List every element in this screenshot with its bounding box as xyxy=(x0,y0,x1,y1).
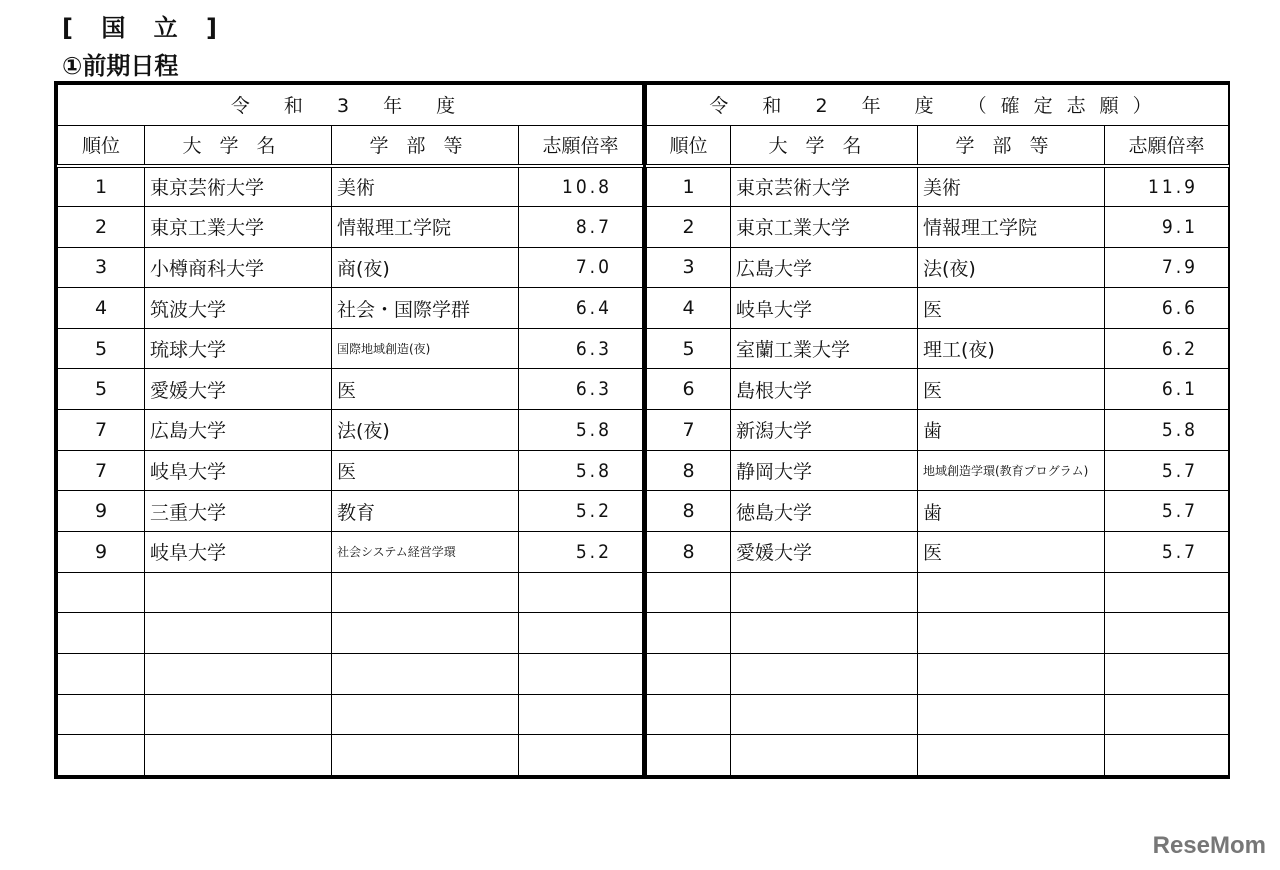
header-row xyxy=(58,125,643,166)
rank-cell: 9 xyxy=(58,491,145,532)
table-row xyxy=(647,206,1229,247)
rank-cell: 1 xyxy=(58,166,145,207)
faculty-cell: 医 xyxy=(918,288,1105,329)
university-cell: 岐阜大学 xyxy=(731,288,918,329)
rank-cell: 8 xyxy=(647,532,731,573)
empty-cell xyxy=(647,613,731,654)
rank-cell: 5 xyxy=(58,328,145,369)
faculty-cell: 理工(夜) xyxy=(918,328,1105,369)
empty-cell xyxy=(332,735,519,776)
empty-cell xyxy=(519,653,643,694)
ratio-cell: 5.7 xyxy=(1105,450,1229,491)
empty-cell xyxy=(1105,572,1229,613)
ratio-cell: 10.8 xyxy=(519,166,643,207)
university-header: 大学名 xyxy=(731,125,918,166)
empty-cell xyxy=(58,694,145,735)
university-cell: 琉球大学 xyxy=(145,328,332,369)
caption-row xyxy=(647,85,1229,126)
table-row xyxy=(58,247,643,288)
empty-cell xyxy=(58,613,145,654)
empty-cell xyxy=(58,653,145,694)
faculty-header: 学部等 xyxy=(332,125,519,166)
university-cell: 小樽商科大学 xyxy=(145,247,332,288)
rank-cell: 4 xyxy=(647,288,731,329)
faculty-cell: 商(夜) xyxy=(332,247,519,288)
table-row xyxy=(58,288,643,329)
table-row xyxy=(647,288,1229,329)
table-row xyxy=(58,491,643,532)
faculty-cell: 医 xyxy=(918,369,1105,410)
rank-header: 順位 xyxy=(58,125,145,166)
section-title: [ 国 立 ] xyxy=(62,14,228,42)
subtitle: ①前期日程 xyxy=(62,52,179,80)
rank-cell: 9 xyxy=(58,532,145,573)
table-row xyxy=(58,450,643,491)
faculty-cell: 美術 xyxy=(332,166,519,207)
faculty-cell: 美術 xyxy=(918,166,1105,207)
empty-cell xyxy=(918,694,1105,735)
ratio-cell: 6.6 xyxy=(1105,288,1229,329)
faculty-cell: 医 xyxy=(332,369,519,410)
empty-cell xyxy=(918,613,1105,654)
empty-cell xyxy=(647,653,731,694)
empty-cell xyxy=(145,613,332,654)
rank-cell: 7 xyxy=(58,410,145,451)
university-header: 大学名 xyxy=(145,125,332,166)
faculty-cell: 教育 xyxy=(332,491,519,532)
university-cell: 静岡大学 xyxy=(731,450,918,491)
ratio-header: 志願倍率 xyxy=(519,125,643,166)
empty-cell xyxy=(731,735,918,776)
ratio-cell: 5.8 xyxy=(519,410,643,451)
university-cell: 愛媛大学 xyxy=(145,369,332,410)
university-cell: 三重大学 xyxy=(145,491,332,532)
university-cell: 愛媛大学 xyxy=(731,532,918,573)
empty-row xyxy=(58,694,643,735)
rank-cell: 7 xyxy=(58,450,145,491)
faculty-cell: 社会システム経営学環 xyxy=(332,532,519,573)
university-cell: 東京芸術大学 xyxy=(145,166,332,207)
faculty-cell: 地域創造学環(教育プログラム) xyxy=(918,450,1105,491)
faculty-cell: 医 xyxy=(332,450,519,491)
faculty-cell: 法(夜) xyxy=(332,410,519,451)
empty-cell xyxy=(731,613,918,654)
empty-cell xyxy=(519,572,643,613)
empty-row xyxy=(58,735,643,776)
empty-cell xyxy=(647,735,731,776)
empty-row xyxy=(58,572,643,613)
ratio-cell: 7.0 xyxy=(519,247,643,288)
empty-cell xyxy=(58,735,145,776)
header-row xyxy=(647,125,1229,166)
year-caption: 令 和 3 年 度 xyxy=(58,85,643,126)
ratio-cell: 9.1 xyxy=(1105,206,1229,247)
university-cell: 岐阜大学 xyxy=(145,532,332,573)
rank-cell: 5 xyxy=(58,369,145,410)
empty-cell xyxy=(332,653,519,694)
ratio-cell: 5.8 xyxy=(1105,410,1229,451)
rank-cell: 3 xyxy=(647,247,731,288)
resemom-logo: ReseMom xyxy=(1152,832,1266,859)
university-cell: 東京工業大学 xyxy=(731,206,918,247)
table-row xyxy=(647,491,1229,532)
faculty-cell: 法(夜) xyxy=(918,247,1105,288)
table-row xyxy=(58,369,643,410)
ratio-cell: 6.4 xyxy=(519,288,643,329)
empty-row xyxy=(647,694,1229,735)
table-row xyxy=(647,369,1229,410)
empty-cell xyxy=(145,653,332,694)
empty-cell xyxy=(332,694,519,735)
rank-header: 順位 xyxy=(647,125,731,166)
ratio-cell: 6.1 xyxy=(1105,369,1229,410)
university-cell: 東京芸術大学 xyxy=(731,166,918,207)
rank-cell: 3 xyxy=(58,247,145,288)
rank-cell: 8 xyxy=(647,491,731,532)
faculty-cell: 医 xyxy=(918,532,1105,573)
table-row xyxy=(58,410,643,451)
table-row xyxy=(58,328,643,369)
ratio-cell: 6.3 xyxy=(519,369,643,410)
rank-cell: 6 xyxy=(647,369,731,410)
rank-cell: 5 xyxy=(647,328,731,369)
faculty-cell: 社会・国際学群 xyxy=(332,288,519,329)
university-cell: 室蘭工業大学 xyxy=(731,328,918,369)
empty-cell xyxy=(647,694,731,735)
rank-cell: 2 xyxy=(58,206,145,247)
faculty-header: 学部等 xyxy=(918,125,1105,166)
university-cell: 東京工業大学 xyxy=(145,206,332,247)
empty-cell xyxy=(731,572,918,613)
university-cell: 広島大学 xyxy=(731,247,918,288)
university-cell: 筑波大学 xyxy=(145,288,332,329)
table-row xyxy=(58,166,643,207)
empty-cell xyxy=(647,572,731,613)
ratio-cell: 7.9 xyxy=(1105,247,1229,288)
university-cell: 島根大学 xyxy=(731,369,918,410)
rank-cell: 8 xyxy=(647,450,731,491)
ratio-cell: 8.7 xyxy=(519,206,643,247)
faculty-cell: 情報理工学院 xyxy=(332,206,519,247)
empty-cell xyxy=(332,613,519,654)
ratio-cell: 5.8 xyxy=(519,450,643,491)
table-reiwa3 xyxy=(57,84,643,776)
empty-cell xyxy=(731,694,918,735)
empty-cell xyxy=(1105,613,1229,654)
ranking-table-frame xyxy=(54,81,1230,779)
empty-row xyxy=(647,735,1229,776)
ratio-cell: 11.9 xyxy=(1105,166,1229,207)
caption-row xyxy=(58,85,643,126)
empty-row xyxy=(647,572,1229,613)
faculty-cell: 国際地域創造(夜) xyxy=(332,328,519,369)
empty-cell xyxy=(1105,735,1229,776)
empty-row xyxy=(58,653,643,694)
ratio-cell: 6.2 xyxy=(1105,328,1229,369)
empty-row xyxy=(58,613,643,654)
empty-cell xyxy=(519,613,643,654)
empty-cell xyxy=(145,694,332,735)
table-row xyxy=(58,206,643,247)
ratio-header: 志願倍率 xyxy=(1105,125,1229,166)
empty-cell xyxy=(1105,694,1229,735)
faculty-cell: 歯 xyxy=(918,491,1105,532)
university-cell: 広島大学 xyxy=(145,410,332,451)
ratio-cell: 5.7 xyxy=(1105,532,1229,573)
faculty-cell: 歯 xyxy=(918,410,1105,451)
university-cell: 岐阜大学 xyxy=(145,450,332,491)
table-row xyxy=(647,532,1229,573)
ratio-cell: 6.3 xyxy=(519,328,643,369)
empty-cell xyxy=(731,653,918,694)
empty-cell xyxy=(519,694,643,735)
empty-cell xyxy=(1105,653,1229,694)
empty-cell xyxy=(145,735,332,776)
rank-cell: 2 xyxy=(647,206,731,247)
empty-cell xyxy=(918,735,1105,776)
table-row xyxy=(58,532,643,573)
faculty-cell: 情報理工学院 xyxy=(918,206,1105,247)
university-cell: 新潟大学 xyxy=(731,410,918,451)
rank-cell: 4 xyxy=(58,288,145,329)
table-reiwa2 xyxy=(646,84,1229,776)
ratio-cell: 5.2 xyxy=(519,491,643,532)
empty-cell xyxy=(145,572,332,613)
empty-cell xyxy=(519,735,643,776)
ratio-cell: 5.7 xyxy=(1105,491,1229,532)
university-cell: 徳島大学 xyxy=(731,491,918,532)
empty-cell xyxy=(918,572,1105,613)
empty-row xyxy=(647,613,1229,654)
empty-cell xyxy=(58,572,145,613)
rank-cell: 1 xyxy=(647,166,731,207)
empty-cell xyxy=(918,653,1105,694)
table-row xyxy=(647,247,1229,288)
table-row xyxy=(647,450,1229,491)
rank-cell: 7 xyxy=(647,410,731,451)
ratio-cell: 5.2 xyxy=(519,532,643,573)
empty-cell xyxy=(332,572,519,613)
year-caption: 令 和 2 年 度 （確定志願） xyxy=(647,85,1229,126)
table-row xyxy=(647,328,1229,369)
empty-row xyxy=(647,653,1229,694)
table-row xyxy=(647,410,1229,451)
table-row xyxy=(647,166,1229,207)
